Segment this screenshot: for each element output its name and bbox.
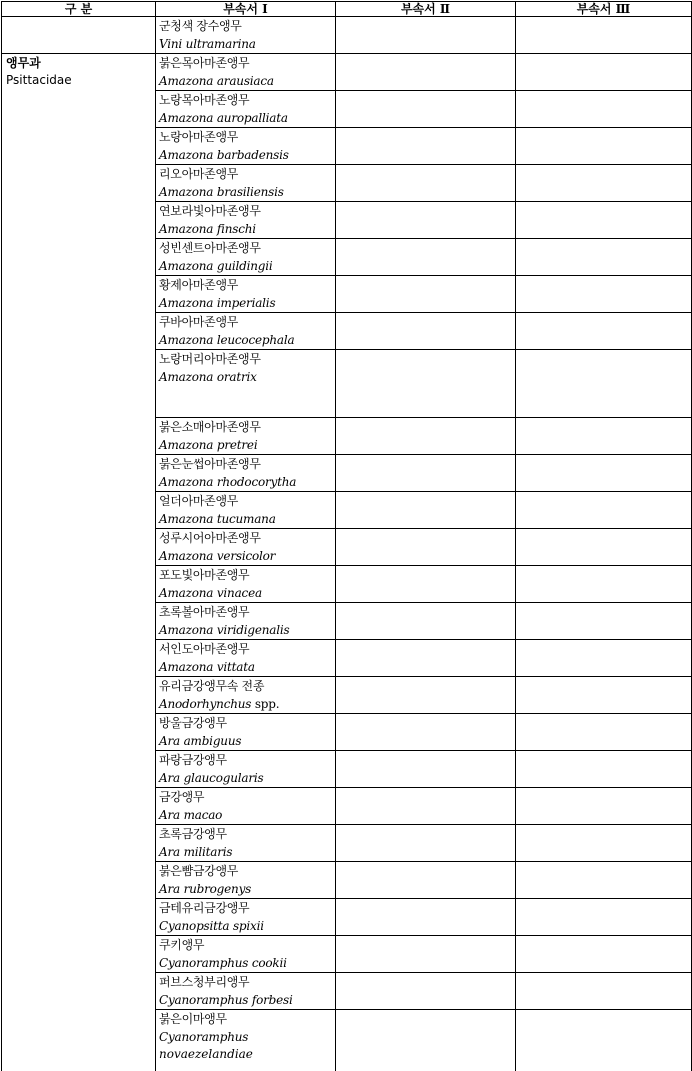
species-latin-text: Amazona barbadensis <box>159 148 289 162</box>
species-latin-name <box>159 1029 335 1047</box>
species-latin-suffix: spp. <box>251 697 279 711</box>
appendix-3-cell <box>516 603 692 640</box>
appendix-2-cell <box>336 1010 516 1071</box>
species-latin-name <box>159 918 335 936</box>
species-cell <box>156 640 336 677</box>
appendix-2-cell <box>336 17 516 54</box>
category-cell <box>2 17 156 54</box>
appendix-3-cell <box>516 455 692 492</box>
species-cell <box>156 603 336 640</box>
appendix-2-cell <box>336 603 516 640</box>
species-cell <box>156 529 336 566</box>
header-category: 구 분 <box>2 2 156 17</box>
appendix-3-cell <box>516 751 692 788</box>
appendix-2-cell <box>336 640 516 677</box>
species-latin-name <box>159 437 335 455</box>
species-korean-name: 성빈센트아마존앵무 <box>159 240 335 258</box>
appendix-2-cell <box>336 936 516 973</box>
species-latin-text: Cyanopsitta spixii <box>159 919 264 933</box>
appendix-3-cell <box>516 677 692 714</box>
appendix-2-cell <box>336 276 516 313</box>
appendix-3-cell <box>516 202 692 239</box>
species-latin-name <box>159 332 335 350</box>
species-cell <box>156 862 336 899</box>
species-latin-text: Ara macao <box>159 808 222 822</box>
species-cell <box>156 202 336 239</box>
species-latin-name <box>159 844 335 862</box>
species-cell <box>156 91 336 128</box>
species-korean-name: 서인도아마존앵무 <box>159 641 335 659</box>
appendix-3-cell <box>516 714 692 751</box>
appendix-2-cell <box>336 455 516 492</box>
species-korean-name: 연보라빛아마존앵무 <box>159 203 335 221</box>
species-latin-name <box>159 258 335 276</box>
appendix-3-cell <box>516 313 692 350</box>
species-korean-name: 금테유리금강앵무 <box>159 900 335 918</box>
species-latin-name <box>159 147 335 165</box>
appendix-3-cell <box>516 640 692 677</box>
appendix-3-cell <box>516 165 692 202</box>
appendix-3-cell <box>516 936 692 973</box>
species-cell <box>156 165 336 202</box>
species-korean-name: 얼더아마존앵무 <box>159 493 335 511</box>
appendix-2-cell <box>336 239 516 276</box>
species-latin-text: Amazona oratrix <box>159 370 257 384</box>
species-latin-name: Vini ultramarina <box>159 36 335 54</box>
appendix-2-cell <box>336 54 516 91</box>
species-korean-name: 쿠키앵무 <box>159 937 335 955</box>
species-cell <box>156 418 336 455</box>
species-korean-name: 군청색 장수앵무 <box>159 18 335 36</box>
appendix-2-cell <box>336 973 516 1010</box>
appendix-3-cell <box>516 128 692 165</box>
family-cell <box>2 54 156 1071</box>
appendix-2-cell <box>336 677 516 714</box>
species-latin-text: Amazona viridigenalis <box>159 623 289 637</box>
species-latin-name <box>159 548 335 566</box>
species-cell <box>156 276 336 313</box>
species-latin-name <box>159 184 335 202</box>
appendix-2-cell <box>336 566 516 603</box>
species-korean-name: 성루시어아마존앵무 <box>159 530 335 548</box>
appendix-2-cell <box>336 350 516 418</box>
species-cell <box>156 714 336 751</box>
species-latin-name <box>159 992 335 1010</box>
appendix-3-cell <box>516 350 692 418</box>
species-korean-name: 붉은눈썹아마존앵무 <box>159 456 335 474</box>
family-scientific-name: Psittacidae <box>6 72 155 89</box>
header-appendix-1: 부속서 Ⅰ <box>156 2 336 17</box>
species-korean-name: 노랑목아마존앵무 <box>159 92 335 110</box>
table-header-row <box>2 2 692 17</box>
species-latin-name <box>159 881 335 899</box>
species-latin-text: Amazona brasiliensis <box>159 185 284 199</box>
appendix-2-cell <box>336 751 516 788</box>
appendix-3-cell <box>516 566 692 603</box>
species-korean-name: 초록볼아마존앵무 <box>159 604 335 622</box>
species-latin-text: Cyanoramphus forbesi <box>159 993 293 1007</box>
species-latin-name <box>159 369 335 387</box>
species-latin-name <box>159 733 335 751</box>
species-korean-name: 포도빛아마존앵무 <box>159 567 335 585</box>
appendix-2-cell <box>336 788 516 825</box>
species-latin-text: Amazona arausiaca <box>159 74 274 88</box>
species-korean-name: 붉은뺨금강앵무 <box>159 863 335 881</box>
appendix-2-cell <box>336 492 516 529</box>
species-korean-name: 붉은소매아마존앵무 <box>159 419 335 437</box>
species-cell <box>156 825 336 862</box>
species-latin-name <box>159 770 335 788</box>
appendix-3-cell <box>516 1010 692 1071</box>
species-latin-name <box>159 73 335 91</box>
species-cell <box>156 936 336 973</box>
species-cell <box>156 973 336 1010</box>
species-korean-name: 퍼브스청부리앵무 <box>159 974 335 992</box>
species-latin-name-cont: novaezelandiae <box>159 1046 335 1064</box>
appendix-3-cell <box>516 973 692 1010</box>
species-cell <box>156 566 336 603</box>
appendix-2-cell <box>336 165 516 202</box>
species-korean-name: 쿠바아마존앵무 <box>159 314 335 332</box>
species-korean-name: 노랑머리아마존앵무 <box>159 351 335 369</box>
species-korean-name: 파랑금강앵무 <box>159 752 335 770</box>
appendix-3-cell <box>516 91 692 128</box>
species-latin-name <box>159 511 335 529</box>
species-latin-text: Ara rubrogenys <box>159 882 251 896</box>
species-korean-name: 황제아마존앵무 <box>159 277 335 295</box>
appendix-2-cell <box>336 202 516 239</box>
species-latin-text: Amazona vinacea <box>159 586 262 600</box>
species-latin-text: Ara militaris <box>159 845 232 859</box>
species-cell <box>156 788 336 825</box>
species-cell <box>156 899 336 936</box>
species-cell <box>156 350 336 418</box>
appendix-3-cell <box>516 529 692 566</box>
species-latin-text: Cyanoramphus <box>159 1030 248 1044</box>
species-latin-text: Ara glaucogularis <box>159 771 263 785</box>
species-latin-name <box>159 659 335 677</box>
appendix-2-cell <box>336 899 516 936</box>
species-latin-name <box>159 221 335 239</box>
appendix-2-cell <box>336 91 516 128</box>
appendix-3-cell <box>516 239 692 276</box>
species-latin-name <box>159 622 335 640</box>
species-latin-text: Amazona tucumana <box>159 512 276 526</box>
species-korean-name: 금강앵무 <box>159 789 335 807</box>
species-latin-name <box>159 955 335 973</box>
appendix-3-cell <box>516 54 692 91</box>
appendix-2-cell <box>336 825 516 862</box>
species-korean-name: 유리금강앵무속 전종 <box>159 678 335 696</box>
appendix-2-cell <box>336 418 516 455</box>
appendix-3-cell <box>516 418 692 455</box>
species-latin-text: Amazona imperialis <box>159 296 275 310</box>
species-latin-text: Cyanoramphus cookii <box>159 956 287 970</box>
table-row <box>2 54 692 91</box>
species-latin-name <box>159 110 335 128</box>
species-cell <box>156 455 336 492</box>
species-cell <box>156 1010 336 1071</box>
appendix-2-cell <box>336 313 516 350</box>
species-latin-name <box>159 295 335 313</box>
appendix-2-cell <box>336 529 516 566</box>
species-latin-text: Amazona guildingii <box>159 259 273 273</box>
cites-appendix-table <box>1 1 692 1071</box>
species-latin-name <box>159 696 335 714</box>
header-appendix-2: 부속서 Ⅱ <box>336 2 516 17</box>
species-cell <box>156 751 336 788</box>
appendix-3-cell <box>516 788 692 825</box>
species-cell <box>156 54 336 91</box>
species-cell <box>156 492 336 529</box>
species-latin-text: Amazona leucocephala <box>159 333 294 347</box>
family-korean-name: 앵무과 <box>6 55 155 72</box>
species-latin-text: Anodorhynchus <box>159 697 251 711</box>
appendix-3-cell <box>516 276 692 313</box>
species-latin-text: Amazona auropalliata <box>159 111 288 125</box>
species-korean-name: 붉은이마앵무 <box>159 1011 335 1029</box>
species-korean-name: 노랑아마존앵무 <box>159 129 335 147</box>
species-cell <box>156 17 336 54</box>
appendix-2-cell <box>336 862 516 899</box>
appendix-3-cell <box>516 17 692 54</box>
appendix-3-cell <box>516 492 692 529</box>
species-latin-text: Amazona versicolor <box>159 549 275 563</box>
species-latin-name <box>159 807 335 825</box>
appendix-2-cell <box>336 714 516 751</box>
appendix-3-cell <box>516 862 692 899</box>
table-row <box>2 17 692 54</box>
species-korean-name: 초록금강앵무 <box>159 826 335 844</box>
species-cell <box>156 677 336 714</box>
species-korean-name: 방울금강앵무 <box>159 715 335 733</box>
species-cell <box>156 313 336 350</box>
header-appendix-3: 부속서 Ⅲ <box>516 2 692 17</box>
species-cell <box>156 128 336 165</box>
species-latin-text: Amazona pretrei <box>159 438 257 452</box>
species-latin-name <box>159 585 335 603</box>
species-cell <box>156 239 336 276</box>
appendix-3-cell <box>516 825 692 862</box>
species-latin-name <box>159 474 335 492</box>
species-latin-text: Amazona rhodocorytha <box>159 475 296 489</box>
appendix-2-cell <box>336 128 516 165</box>
appendix-3-cell <box>516 899 692 936</box>
species-korean-name: 리오아마존앵무 <box>159 166 335 184</box>
species-latin-text: Amazona finschi <box>159 222 256 236</box>
species-latin-text: Ara ambiguus <box>159 734 241 748</box>
species-korean-name: 붉은목아마존앵무 <box>159 55 335 73</box>
species-latin-text: Amazona vittata <box>159 660 255 674</box>
